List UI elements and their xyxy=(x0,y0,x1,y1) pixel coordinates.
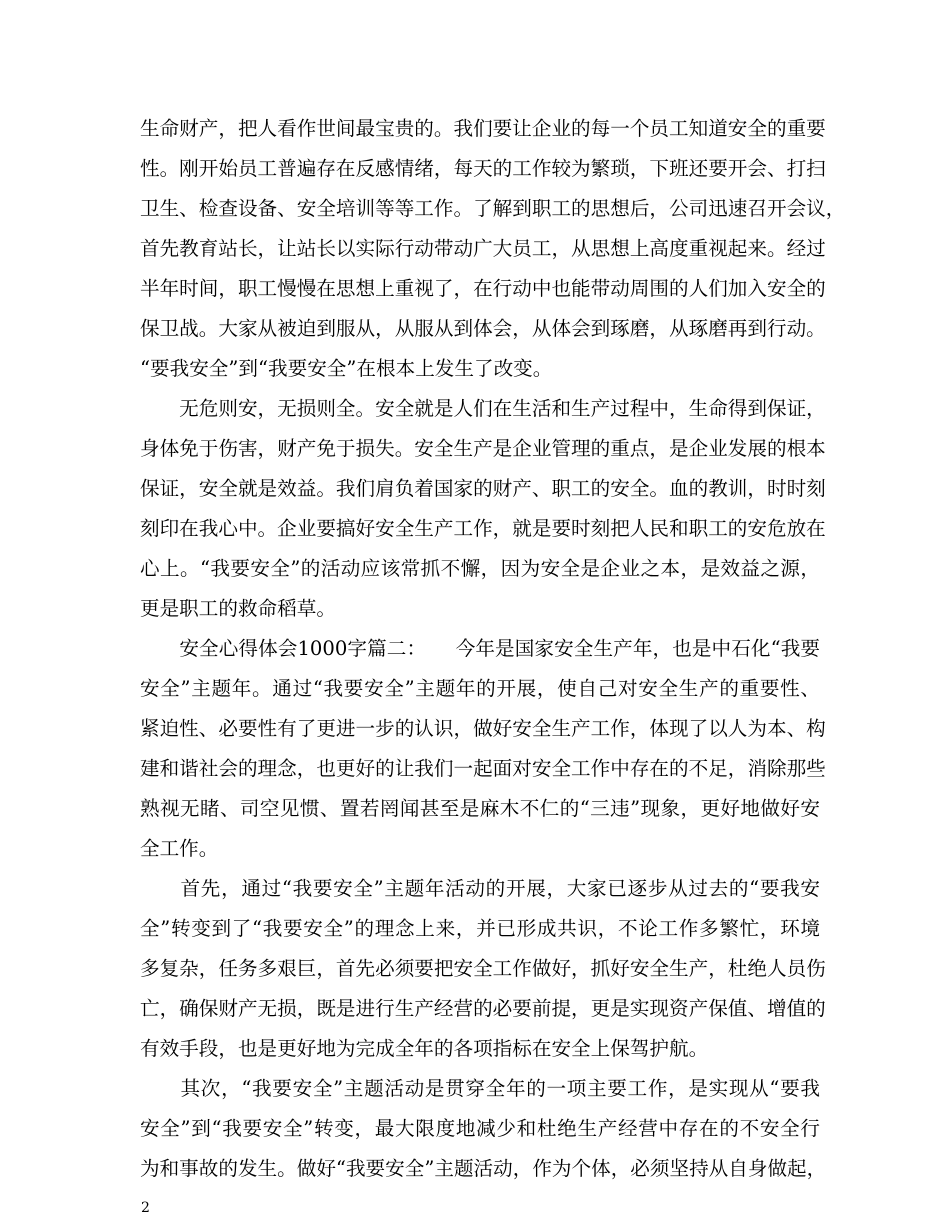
text-line: 多复杂，任务多艰巨，首先必须要把安全工作做好，抓好安全生产，杜绝人员伤 xyxy=(140,957,826,980)
text-line: 首先，通过“我要安全”主题年活动的开展，大家已逐步从过去的“要我安 xyxy=(140,877,820,900)
text-line: 卫生、检查设备、安全培训等等工作。了解到职工的思想后，公司迅速召开会议， xyxy=(140,197,846,220)
text-line: 全工作。 xyxy=(140,837,219,860)
text-line: 刻印在我心中。企业要搞好安全生产工作，就是要时刻把人民和职工的安危放在 xyxy=(140,517,826,540)
text-line: 性。刚开始员工普遍存在反感情绪，每天的工作较为繁琐，下班还要开会、打扫 xyxy=(140,157,826,180)
text-line: 无危则安，无损则全。安全就是人们在生活和生产过程中，生命得到保证， xyxy=(140,397,826,420)
text-line: 保卫战。大家从被迫到服从，从服从到体会，从体会到琢磨，从琢磨再到行动。 xyxy=(140,317,826,340)
text-line: 身体免于伤害，财产免于损失。安全生产是企业管理的重点，是企业发展的根本 xyxy=(140,437,826,460)
text-line: 半年时间，职工慢慢在思想上重视了，在行动中也能带动周围的人们加入安全的 xyxy=(140,277,826,300)
text-line: 心上。“我要安全”的活动应该常抓不懈，因为安全是企业之本，是效益之源， xyxy=(140,557,820,580)
text-line: 安全”到“我要安全”转变，最大限度地减少和杜绝生产经营中存在的不安全行 xyxy=(140,1117,820,1140)
text-line: 安全心得体会1000字篇二： 今年是国家安全生产年，也是中石化“我要 xyxy=(140,637,820,660)
text-line: 首先教育站长，让站长以实际行动带动广大员工，从思想上高度重视起来。经过 xyxy=(140,237,826,260)
text-line: “要我安全”到“我要安全”在根本上发生了改变。 xyxy=(140,357,553,380)
text-line: 熟视无睹、司空见惯、置若罔闻甚至是麻木不仁的“三违”现象，更好地做好安 xyxy=(140,797,820,820)
text-line: 为和事故的发生。做好“我要安全”主题活动，作为个体，必须坚持从自身做起， xyxy=(140,1157,827,1180)
text-line: 其次，“我要安全”主题活动是贯穿全年的一项主要工作，是实现从“要我 xyxy=(140,1077,820,1100)
text-line: 保证，安全就是效益。我们肩负着国家的财产、职工的安全。血的教训，时时刻 xyxy=(140,477,826,500)
text-line: 建和谐社会的理念，也更好的让我们一起面对安全工作中存在的不足，消除那些 xyxy=(140,757,826,780)
text-line: 全”转变到了“我要安全”的理念上来，并已形成共识，不论工作多繁忙，环境 xyxy=(140,917,820,940)
text-line: 亡，确保财产无损，既是进行生产经营的必要前提，更是实现资产保值、增值的 xyxy=(140,997,826,1020)
page-number: 2 xyxy=(141,1200,150,1216)
text-line: 有效手段，也是更好地为完成全年的各项指标在安全上保驾护航。 xyxy=(140,1037,709,1060)
text-line: 更是职工的救命稻草。 xyxy=(140,597,336,620)
text-line: 安全”主题年。通过“我要安全”主题年的开展，使自己对安全生产的重要性、 xyxy=(140,677,820,700)
text-line: 紧迫性、必要性有了更进一步的认识，做好安全生产工作，体现了以人为本、构 xyxy=(140,717,826,740)
text-line: 生命财产，把人看作世间最宝贵的。我们要让企业的每一个员工知道安全的重要 xyxy=(140,117,826,140)
